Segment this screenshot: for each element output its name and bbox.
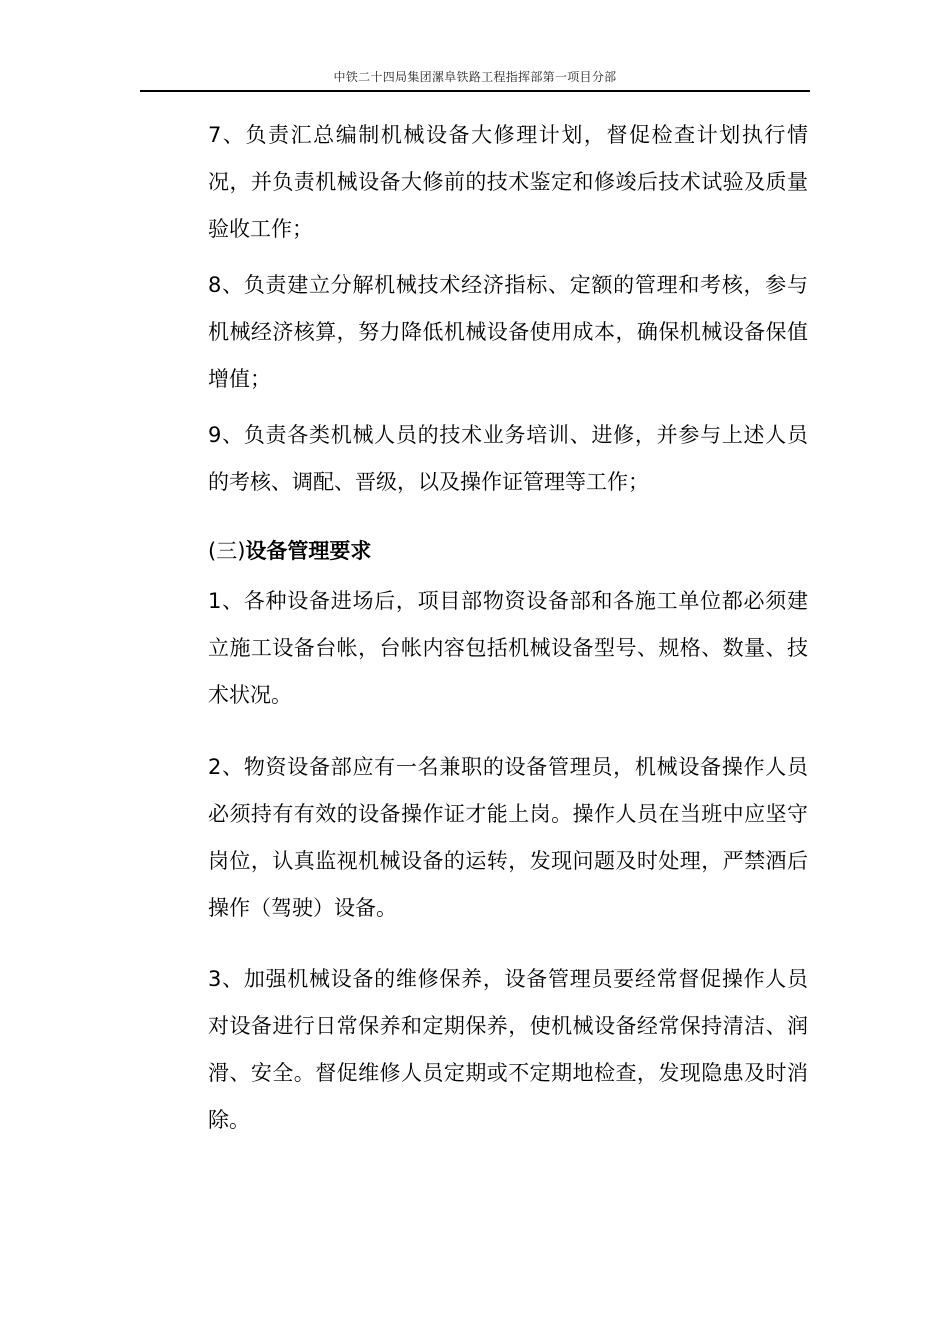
paragraph-item-8: 8、负责建立分解机械技术经济指标、定额的管理和考核，参与机械经济核算，努力降低机械设备使用成本，确保机械设备保值增值；	[208, 273, 808, 391]
paragraph-item-7: 7、负责汇总编制机械设备大修理计划，督促检查计划执行情况，并负责机械设备大修前的技术鉴定和修竣后技术试验及质量验收工作；	[208, 123, 808, 241]
section-heading	[208, 536, 371, 566]
header-divider	[140, 90, 810, 92]
requirement-item-2: 2、物资设备部应有一名兼职的设备管理员，机械设备操作人员必须持有有效的设备操作证才能上岗。操作人员在当班中应坚守岗位，认真监视机械设备的运转，发现问题及时处理，严禁酒后操作（驾驶）设备。	[208, 755, 808, 920]
section-heading-title: 设备管理要求	[245, 539, 372, 563]
requirement-item-1: 1、各种设备进场后，项目部物资设备部和各施工单位都必须建立施工设备台帐，台帐内容包括机械设备型号、规格、数量、技术状况。	[208, 589, 808, 707]
paragraph-item-9: 9、负责各类机械人员的技术业务培训、进修，并参与上述人员的考核、调配、晋级，以及操作证管理等工作；	[208, 423, 808, 494]
section-heading-number: (三)	[208, 539, 246, 563]
page-header: 中铁二十四局集团漯阜铁路工程指挥部第一项目分部	[333, 70, 617, 84]
requirement-item-3: 3、加强机械设备的维修保养，设备管理员要经常督促操作人员对设备进行日常保养和定期保养，使机械设备经常保持清洁、润滑、安全。督促维修人员定期或不定期地检查，发现隐患及时消除。	[208, 967, 808, 1132]
